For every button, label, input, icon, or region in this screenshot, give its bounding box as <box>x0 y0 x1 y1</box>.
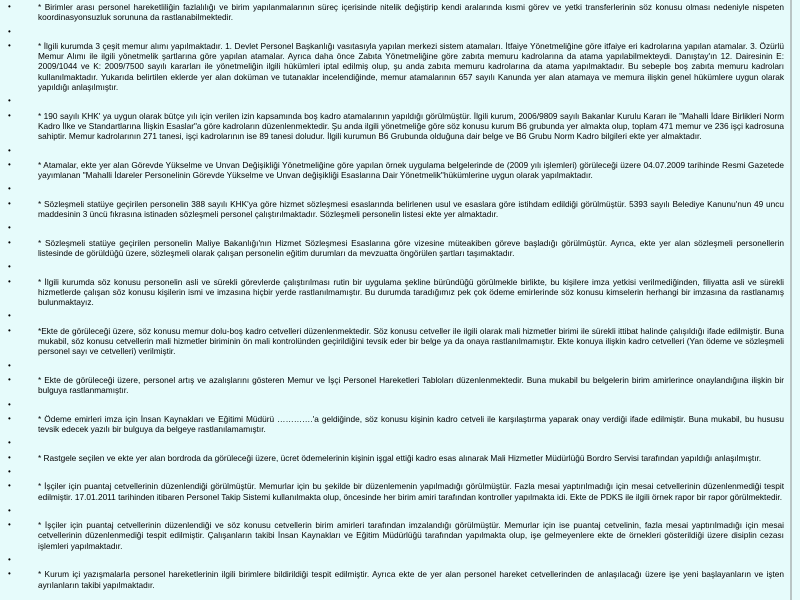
empty-list-item <box>8 506 784 516</box>
list-item <box>8 41 784 92</box>
bullet-icon: • <box>8 481 11 491</box>
paragraph-text: * İlgili kurumda 3 çeşit memur alımı yapılmaktadır. 1. Devlet Personel Başkanlığı vasıtasıyla yapılan merkezi sistem atamaları. İtfaiye Yönetmeliğine göre itfaiye eri kadrolarına yapılan atamalar. 3. Özürlü Memur Alımı ile ilgili yönetmelik şartlarına göre yapılan atamalar. Ayrıca daha önce Zabıta Yönetmeliğine göre zabıta memuru kadrolarına da atama yapılabilmekteydi. Danıştay'ın 12. Dairesinin E: 2009/1044 ve K: 2009/7500 sayılı kararları ile yönetmeliğin ilgili hükümleri iptal edilmiş olup, şu anda zabıta memuru kadrolarına da atama yapılmaktadır. Bu sebeple boş zabıta memuru kadroları kullanılmaktadır. Yukarıda belirtilen eklerde yer alan doküman ve tutanaklar incelendiğinde, memur atamalarının 657 sayılı Kanunda yer alan atamaya ve memura ilişkin genel hükümlere uygun olarak yapıldığı anlaşılmıştır. <box>38 40 784 93</box>
empty-list-item <box>8 555 784 565</box>
bullet-icon: • <box>8 40 11 50</box>
empty-list-item <box>8 438 784 448</box>
empty-list-item <box>8 27 784 37</box>
bullet-icon: • <box>8 325 11 335</box>
bullet-icon: • <box>8 569 11 579</box>
list-item <box>8 414 784 435</box>
empty-list-item <box>8 311 784 321</box>
list-item <box>8 520 784 551</box>
list-item <box>8 326 784 357</box>
list-item <box>8 481 784 502</box>
list-item <box>8 199 784 220</box>
bullet-icon: • <box>8 26 11 36</box>
paragraph-text: * Sözleşmeli statüye geçirilen personelin 388 sayılı KHK'ya göre hizmet sözleşmesi esaslarında belirlenen usul ve esaslara göre istihdam edildiği görülmüştür. 5393 sayılı Belediye Kanunu'nun 49 uncu maddesinin 3 üncü fıkrasına istinaden sözleşmeli personel çalıştırılmaktadır. Sözleşmeli personelin listesi ekte yer almaktadır. <box>38 198 784 220</box>
bullet-icon: • <box>8 96 11 106</box>
list-item <box>8 111 784 142</box>
bullet-icon: • <box>8 438 11 448</box>
paragraph-text: * Kurum içi yazışmalarla personel hareketlerinin ilgili birimlere bildirildiği tespit edilmiştir. Ayrıca ekte de yer alan personel hareket cetvellerinden de anlaşılacağı üzere işe yeni başlayanların ve işten ayrılanların takibi yapılmaktadır. <box>38 569 784 590</box>
list-item <box>8 375 784 396</box>
bullet-icon: • <box>8 520 11 530</box>
empty-list-item <box>8 184 784 194</box>
bullet-icon: • <box>8 505 11 515</box>
bullet-icon: • <box>8 110 11 120</box>
paragraph-text: * 190 sayılı KHK' ya uygun olarak bütçe yılı için verilen izin kapsamında boş kadro atamalarının yapıldığı görülmüştür. İlgili kurum, 2006/9809 sayılı Bakanlar Kurulu Kararı ile "Mahalli İdare Birlikleri Norm Kadro İlke ve Standartlarına İlişkin Esaslar"a göre kadroların düzenlenmektedir. Şu anda ilgili yönetmeliğe göre söz konusu kurum B6 grubunda yer almakta olup, toplam 471 memur ve 236 işçi kadrosuna sahiptir. Memur kadrolarının 271 tanesi, işçi kadrolarının ise 89 tanesi doludur. İlgili kurumun B6 Grubunda olduğuna dair belge ve B6 Grubu Norm Kadro bilgileri ekte yer almaktadır. <box>38 110 784 142</box>
paragraph-text: *Ekte de görüleceği üzere, söz konusu memur dolu-boş kadro cetvelleri düzenlenmektedir. Söz konusu cetveller ile ilgili olarak mali hizmetler birimi ile sürekli ittibat halinde çalışıldığı ifade edilmiştir. Buna mukabil, söz konusu cetvellerin mali hizmetler biriminin ön mali kontrolünden geçirildiğini tevsik eder bir belge ya da onaya rastlanılmamıştır. Ekte konuya ilişkin kadro cetvelleri (Yan ödeme ve sözleşmeli personel sayı ve cetvelleri) verilmiştir. <box>38 325 784 357</box>
bullet-icon: • <box>8 237 11 247</box>
bullet-icon: • <box>8 159 11 169</box>
paragraph-text: * Sözleşmeli statüye geçirilen personelin Maliye Bakanlığı'nın Hizmet Sözleşmesi Esaslarına göre vizesine müteakiben göreve başladığı görülmüştür. Ayrıca, ekte yer alan sözleşmeli personellerin listesinde de görüldüğü üzere, sözleşmeli olarak çalışan personelin eğitim durumları da mevzuatta öngörülen şartları taşımaktadır. <box>38 237 784 258</box>
list-item <box>8 238 784 259</box>
bullet-icon: • <box>8 198 11 208</box>
paragraph-text: * İşçiler için puantaj cetvellerinin düzenlendiği görülmüştür. Memurlar için bu şekilde bir düzenlemenin yapılmadığı görülmüştür. Fazla mesai yaptırılmadığı için mesai cetvellerinin düzenlenmediği tespit edilmiştir. 17.01.2011 tarihinden itibaren Personel Takip Sistemi kullanılmakta olup, öncesinde her birim amiri tarafından kontroller yapılmakta idi. Ekte de PDKS ile ilgili örnek rapor bir rapor görülmektedir. <box>38 481 784 502</box>
empty-list-item <box>8 262 784 272</box>
empty-list-item <box>8 96 784 106</box>
list-item <box>8 160 784 181</box>
list-item <box>8 453 784 463</box>
bullet-icon: • <box>8 413 11 423</box>
bullet-icon: • <box>8 399 11 409</box>
paragraph-text: * Birimler arası personel hareketliliğin fazlalılığı ve birim yapılanmalarının süreç içerisinde nitelik değiştirip kendi aralarında kısmi görev ve yetki transferlerinin söz konusu olması nedeniyle nispeten koordinasyonsuzluk sorununa da rastlanabilmektedir. <box>38 2 784 23</box>
empty-list-item <box>8 223 784 233</box>
list-item <box>8 2 784 23</box>
bullet-icon: • <box>8 2 11 11</box>
bullet-icon: • <box>8 262 11 272</box>
empty-list-item <box>8 146 784 156</box>
bullet-icon: • <box>8 184 11 194</box>
bullet-icon: • <box>8 452 11 462</box>
bullet-icon: • <box>8 555 11 565</box>
bullet-list <box>8 2 784 590</box>
empty-list-item <box>8 400 784 410</box>
empty-list-item <box>8 361 784 371</box>
bullet-icon: • <box>8 466 11 476</box>
bullet-icon: • <box>8 374 11 384</box>
bullet-icon: • <box>8 276 11 286</box>
empty-list-item <box>8 467 784 477</box>
list-item <box>8 277 784 308</box>
bullet-icon: • <box>8 223 11 233</box>
paragraph-text: * İşçiler için puantaj cetvellerinin düzenlendiği ve söz konusu cetvellerin birim amirleri tarafından imzalandığı görülmüştür. Memurlar için ise puantaj cetvelinin, fazla mesai yaptırılmadığı için mesai cetvellerinin düzenlenmediği tespit edilmiştir. Çalışanların takibi İnsan Kaynakları ve Eğitim Müdürlüğü tarafından yapılmakta olup, işe gelmeyenlere ekte de örnekleri gösterildiği üzere disiplin cezası işlemleri yapılmaktadır. <box>38 520 784 551</box>
bullet-icon: • <box>8 360 11 370</box>
bullet-icon: • <box>8 145 11 155</box>
list-item <box>8 569 784 590</box>
paragraph-text: * Rastgele seçilen ve ekte yer alan bordroda da görüleceği üzere, ücret ödemelerinin kişinin işgal ettiği kadro esas alınarak Mali Hizmetler Müdürlüğü Bordro Servisi tarafından yapıldığı anlaşılmıştır. <box>38 452 762 463</box>
paragraph-text: * İlgili kurumda söz konusu personelin asli ve sürekli görevlerde çalıştırılması rutin bir uygulama şekline büründüğü görülmekle birlikte, bu kişilere imza yetkisi verilmediğinden, filiyatta asli ve sürekli hizmetlerde çalışan söz konusu kişilerin ismi ve imzasına hiçbir yerde rastlanılmamıştır. Bu durumda taradığımız pek çok ödeme emirlerinde söz konusu kimselerin herhangi bir imzasına da rastlanamış bulunmaktayız. <box>38 276 784 308</box>
paragraph-text: * Ödeme emirleri imza için İnsan Kaynakları ve Eğitimi Müdürü ………….'a geldiğinde, söz konusu kişinin kadro cetveli ile karşılaştırma yaparak onay verdiği ifade edilmiştir. Buna mukabil, bu hususu tevsik edecek yazılı bir bulguya da belgeye rastlanılamamıştır. <box>38 413 784 435</box>
paragraph-text: * Atamalar, ekte yer alan Görevde Yükselme ve Unvan Değişikliği Yönetmeliğine göre yapılan örnek uygulama belgelerinde de (2009 yılı işlemleri) görüleceği üzere 04.07.2009 tarihinde Resmi Gazetede yayımlanan "Mahalli İdareler Personelinin Görevde Yükselme ve Unvan değişikliği Esaslarına Dair Yönetmelik"hükümlerine uygun olarak yapılmaktadır. <box>38 159 784 181</box>
paragraph-text: * Ekte de görüleceği üzere, personel artış ve azalışlarını gösteren Memur ve İşçi Personel Hareketleri Tabloları düzenlenmektedir. Buna mukabil bu belgelerin birim amirlerince onaylandığına ilişkin bir bulguya rastlanmamıştır. <box>38 374 784 396</box>
bullet-icon: • <box>8 311 11 321</box>
